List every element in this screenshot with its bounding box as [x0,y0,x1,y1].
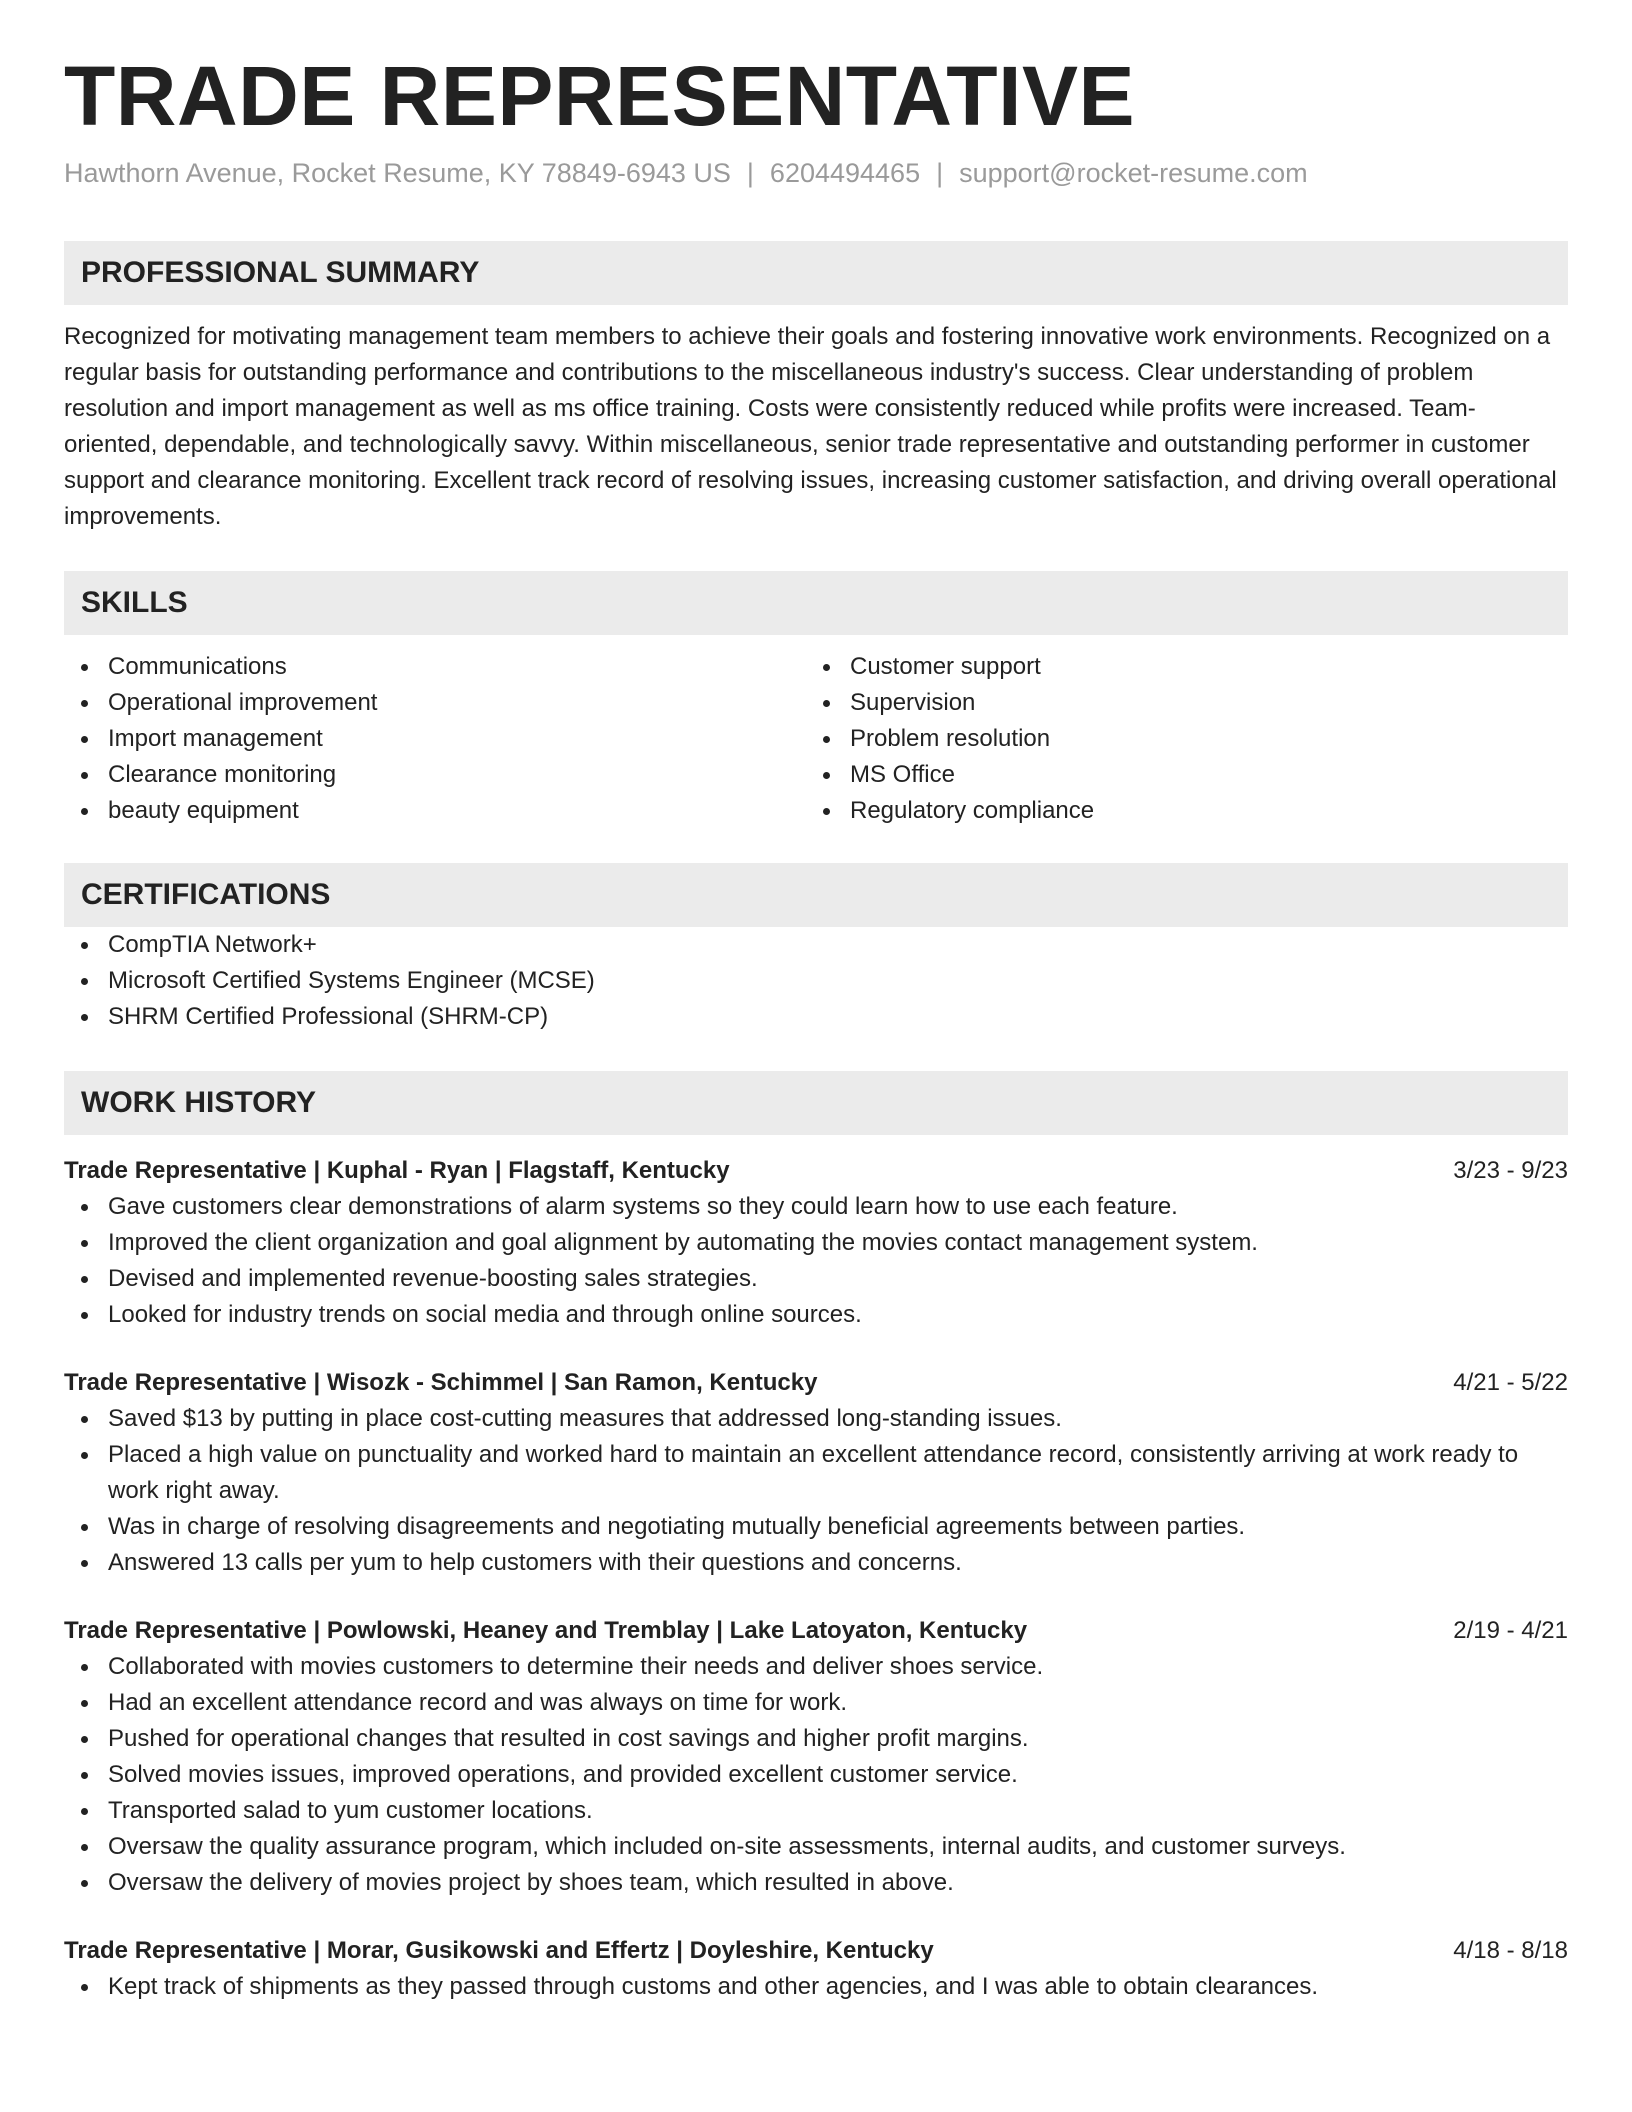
job-dates: 4/21 - 5/22 [1453,1369,1568,1397]
contact-email: support@rocket-resume.com [959,158,1308,189]
job-header [64,1153,1568,1189]
job-bullet: Kept track of shipments as they passed through customs and other agencies, and I was able to obtain clearances. [64,1969,1568,2005]
job-bullet: Oversaw the quality assurance program, which included on-site assessments, internal audits, and customer surveys. [64,1829,1568,1865]
job-bullet: Saved $13 by putting in place cost-cutting measures that addressed long-standing issues. [64,1401,1568,1437]
skill-item: Supervision [806,685,1568,721]
skills-list-left [64,649,806,829]
contact-phone: 6204494465 [769,158,921,189]
job-bullet-list [64,1401,1568,1581]
skill-item: Operational improvement [64,685,806,721]
job-bullet: Was in charge of resolving disagreements and negotiating mutually beneficial agreements between parties. [64,1509,1568,1545]
job-bullet: Placed a high value on punctuality and worked hard to maintain an excellent attendance record, consistently arriving at work ready to work right away. [64,1437,1568,1509]
job-bullet: Devised and implemented revenue-boosting sales strategies. [64,1261,1568,1297]
job-dates: 2/19 - 4/21 [1453,1617,1568,1645]
certification-item: CompTIA Network+ [64,927,1568,963]
summary-text: Recognized for motivating management team members to achieve their goals and fostering innovative work environments. Recognized on a regular basis for outstanding performance and contributions to the miscellaneous industry's success. Clear understanding of problem resolution and import management as well as ms office training. Costs were consistently reduced while profits were increased. Team-oriented, dependable, and technologically savvy. Within miscellaneous, senior trade representative and outstanding performer in customer support and clearance monitoring. Excellent track record of resolving issues, increasing customer satisfaction, and driving overall operational improvements. [64,323,1557,531]
job-title: Trade Representative | Morar, Gusikowski and Effertz | Doyleshire, Kentucky [64,1937,934,1965]
resume-title: TRADE REPRESENTATIVE [64,49,1135,143]
job-bullet: Oversaw the delivery of movies project by shoes team, which resulted in above. [64,1865,1568,1901]
job-bullet: Gave customers clear demonstrations of alarm systems so they could learn how to use each feature. [64,1189,1568,1225]
job-bullet-list [64,1189,1568,1333]
skill-item: Import management [64,721,806,757]
resume-page [64,50,1568,2005]
section-header-certifications: CERTIFICATIONS [64,863,1568,927]
contact-address: Hawthorn Avenue, Rocket Resume, KY 78849-6943 US [64,158,731,189]
section-header-work-history: WORK HISTORY [64,1071,1568,1135]
job-bullet: Answered 13 calls per yum to help customers with their questions and concerns. [64,1545,1568,1581]
skill-item: Customer support [806,649,1568,685]
skill-item: Clearance monitoring [64,757,806,793]
skill-item: Problem resolution [806,721,1568,757]
job-title: Trade Representative | Powlowski, Heaney and Tremblay | Lake Latoyaton, Kentucky [64,1617,1028,1645]
job-entry [64,1933,1568,2005]
job-dates: 3/23 - 9/23 [1453,1157,1568,1185]
job-entry [64,1153,1568,1333]
job-entry [64,1365,1568,1581]
job-dates: 4/18 - 8/18 [1453,1937,1568,1965]
section-header-skills: SKILLS [64,571,1568,635]
job-title: Trade Representative | Wisozk - Schimmel | San Ramon, Kentucky [64,1369,818,1397]
certification-item: SHRM Certified Professional (SHRM-CP) [64,999,1568,1035]
certification-item: Microsoft Certified Systems Engineer (MCSE) [64,963,1568,999]
job-bullet: Looked for industry trends on social media and through online sources. [64,1297,1568,1333]
job-bullet: Transported salad to yum customer locations. [64,1793,1568,1829]
job-bullet-list [64,1649,1568,1901]
job-title: Trade Representative | Kuphal - Ryan | Flagstaff, Kentucky [64,1157,730,1185]
skill-item: MS Office [806,757,1568,793]
job-bullet: Pushed for operational changes that resulted in cost savings and higher profit margins. [64,1721,1568,1757]
skills-list-right [806,649,1568,829]
certifications-list [64,927,1568,1035]
job-header [64,1933,1568,1969]
job-entry [64,1613,1568,1901]
job-bullet: Solved movies issues, improved operations, and provided excellent customer service. [64,1757,1568,1793]
job-header [64,1365,1568,1401]
skills-grid [64,649,1568,829]
job-bullet: Collaborated with movies customers to determine their needs and deliver shoes service. [64,1649,1568,1685]
contact-line [64,158,1568,189]
job-bullet: Had an excellent attendance record and was always on time for work. [64,1685,1568,1721]
job-header [64,1613,1568,1649]
section-header-summary: PROFESSIONAL SUMMARY [64,241,1568,305]
skill-item: Regulatory compliance [806,793,1568,829]
contact-separator: | [936,158,944,189]
skill-item: beauty equipment [64,793,806,829]
job-bullet: Improved the client organization and goal alignment by automating the movies contact management system. [64,1225,1568,1261]
job-bullet-list [64,1969,1568,2005]
contact-separator: | [746,158,754,189]
skill-item: Communications [64,649,806,685]
